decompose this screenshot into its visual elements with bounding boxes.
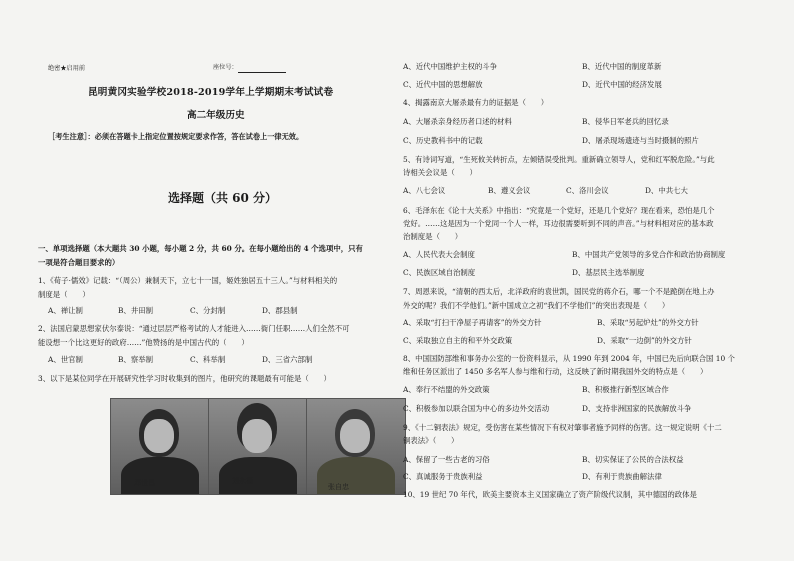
q1-option-d: D、郡县制 — [262, 306, 298, 315]
secret-label: 绝密★启用前 — [48, 65, 86, 72]
q7-stem-2: 外交的呢？我们不学他们。”新中国成立之初“我们不学他们”的突出表现是（ ） — [403, 301, 670, 310]
q4-stem: 4、揭露南京大屠杀最有力的证据是（ ） — [403, 98, 549, 107]
q4-option-b: B、侵华日军老兵的回忆录 — [582, 117, 669, 126]
q5-option-a: A、八七会议 — [403, 186, 446, 195]
q7-stem-1: 7、周恩来说，“清朝的西太后，北洋政府的袁世凯，国民党的蒋介石，哪一个不是跪倒在地上办 — [403, 287, 715, 296]
q1-option-c: C、分封制 — [190, 306, 226, 315]
q5-stem-2: 诗相关会议是（ ） — [403, 168, 477, 177]
q6-option-d: D、基层民主选举制度 — [572, 268, 645, 277]
q4-option-c: C、历史教科书中的记载 — [403, 136, 483, 145]
photo-deng-shichang — [110, 398, 210, 495]
q3-stem: 3、以下是某位同学在开展研究性学习时收集到的图片，他研究的课题最有可能是（ ） — [38, 374, 331, 383]
q2-option-a: A、世官制 — [48, 355, 83, 364]
q8-stem-1: 8、中国国防部维和事务办公室的一份资料显示，从 1990 年到 2004 年，中国已先后向联合国 10 个 — [403, 354, 735, 363]
q6-stem-1: 6、毛泽东在《论十大关系》中指出：“究竟是一个党好，还是几个党好？现在看来，恐怕是几个 — [403, 206, 715, 215]
q5-option-d: D、中共七大 — [645, 186, 688, 195]
seat-number: 座位号： — [213, 63, 286, 73]
exam-subtitle: 高二年级历史 — [187, 110, 245, 121]
q2-option-d: D、三省六部制 — [262, 355, 313, 364]
q9-option-c: C、真诚服务于贵族利益 — [403, 472, 483, 481]
q9-option-b: B、切实保证了公民的合法权益 — [582, 455, 684, 464]
q2-stem-2: 能设想一个比这更好的政府……”他赞扬的是中国古代的（ ） — [38, 338, 249, 347]
caption-deng-shichang: 邓世昌 — [134, 479, 155, 487]
q10-stem: 10、19 世纪 70 年代，欧美主要资本主义国家确立了资产阶级代议制，其中德国的政体是 — [403, 490, 697, 499]
q5-stem-1: 5、有诗词写道，“生死攸关转折点，左倾错误受批判。重新确立领导人，党和红军脱危险。”与此 — [403, 155, 715, 164]
seat-number-blank — [238, 64, 286, 73]
q7-option-c: C、采取独立自主的和平外交政策 — [403, 336, 513, 345]
q9-option-a: A、保留了一些古老的习俗 — [403, 455, 490, 464]
caption-liu-yongfu: 刘永福 — [232, 477, 253, 485]
q7-option-a: A、采取“打扫干净屋子再请客”的外交方针 — [403, 318, 542, 327]
q1-option-a: A、禅让制 — [48, 306, 83, 315]
q6-option-b: B、中国共产党领导的多党合作和政治协商制度 — [572, 250, 726, 259]
q6-option-a: A、人民代表大会制度 — [403, 250, 475, 259]
exam-title: 昆明黄冈实验学校2018-2019学年上学期期末考试试卷 — [88, 87, 334, 98]
q3-option-d: D、近代中国的经济发展 — [582, 80, 662, 89]
q9-stem-2: 铜表法》（ ） — [403, 436, 459, 445]
q7-option-d: D、采取“一边倒”的外交方针 — [597, 336, 692, 345]
q8-option-c: C、积极参加以联合国为中心的多边外交活动 — [403, 404, 550, 413]
section-title: 选择题（共 60 分） — [168, 191, 278, 205]
q8-stem-2: 维和任务区派出了 1450 多名军人参与维和行动，这反映了新时期我国外交的特点是（ ） — [403, 367, 708, 376]
q2-stem-1: 2、法国启蒙思想家伏尔泰说：“通过层层严格考试的人才能进入……衙门任职……人们全然不可 — [38, 324, 350, 333]
q6-stem-3: 治制度是（ ） — [403, 232, 463, 241]
photo-zhang-zizhong — [306, 398, 406, 495]
q3-option-b: B、近代中国的制度革新 — [582, 62, 662, 71]
q4-option-d: D、屠杀现场遗迹与当时摄制的照片 — [582, 136, 699, 145]
q1-stem-1: 1、《荀子·儒效》记载：“（周公）兼制天下，立七十一国，姬姓独居五十三人。”与材料相关的 — [38, 276, 338, 285]
q9-option-d: D、有利于贵族曲解法律 — [582, 472, 662, 481]
q8-option-d: D、支持非洲国家的民族解放斗争 — [582, 404, 692, 413]
photo-liu-yongfu — [208, 398, 308, 495]
q3-option-a: A、近代中国维护主权的斗争 — [403, 62, 498, 71]
q6-option-c: C、民族区域自治制度 — [403, 268, 476, 277]
q1-option-b: B、井田制 — [118, 306, 153, 315]
q2-option-b: B、察举制 — [118, 355, 153, 364]
caption-zhang-zizhong: 张自忠 — [328, 483, 349, 491]
q6-stem-2: 党好。……这是因为一个党同一个人一样，耳边很需要听到不同的声音。”与材料相对应的基本政 — [403, 219, 714, 228]
q7-option-b: B、采取“另起炉灶”的外交方针 — [597, 318, 699, 327]
q8-option-a: A、奉行不结盟的外交政策 — [403, 385, 490, 394]
q5-option-c: C、洛川会议 — [566, 186, 609, 195]
q2-option-c: C、科举制 — [190, 355, 226, 364]
q1-stem-2: 制度是（ ） — [38, 290, 90, 299]
instructions-line-1: 一、单项选择题（本大题共 30 小题，每小题 2 分，共 60 分。在每小题给出的 4 个选项中，只有 — [38, 244, 363, 253]
q9-stem-1: 9、《十二铜表法》规定，受伤害在某些情况下有权对肇事者施予同样的伤害。这一规定说明《十二 — [403, 423, 722, 432]
q5-option-b: B、遵义会议 — [488, 186, 531, 195]
exam-notice: ［考生注意］：必须在答题卡上指定位置按规定要求作答，答在试卷上一律无效。 — [48, 132, 304, 141]
q8-option-b: B、积极推行新型区域合作 — [582, 385, 669, 394]
q4-option-a: A、大屠杀亲身经历者口述的材料 — [403, 117, 512, 126]
q3-option-c: C、近代中国的思想解放 — [403, 80, 483, 89]
instructions-line-2: 一项是符合题目要求的） — [38, 258, 120, 267]
